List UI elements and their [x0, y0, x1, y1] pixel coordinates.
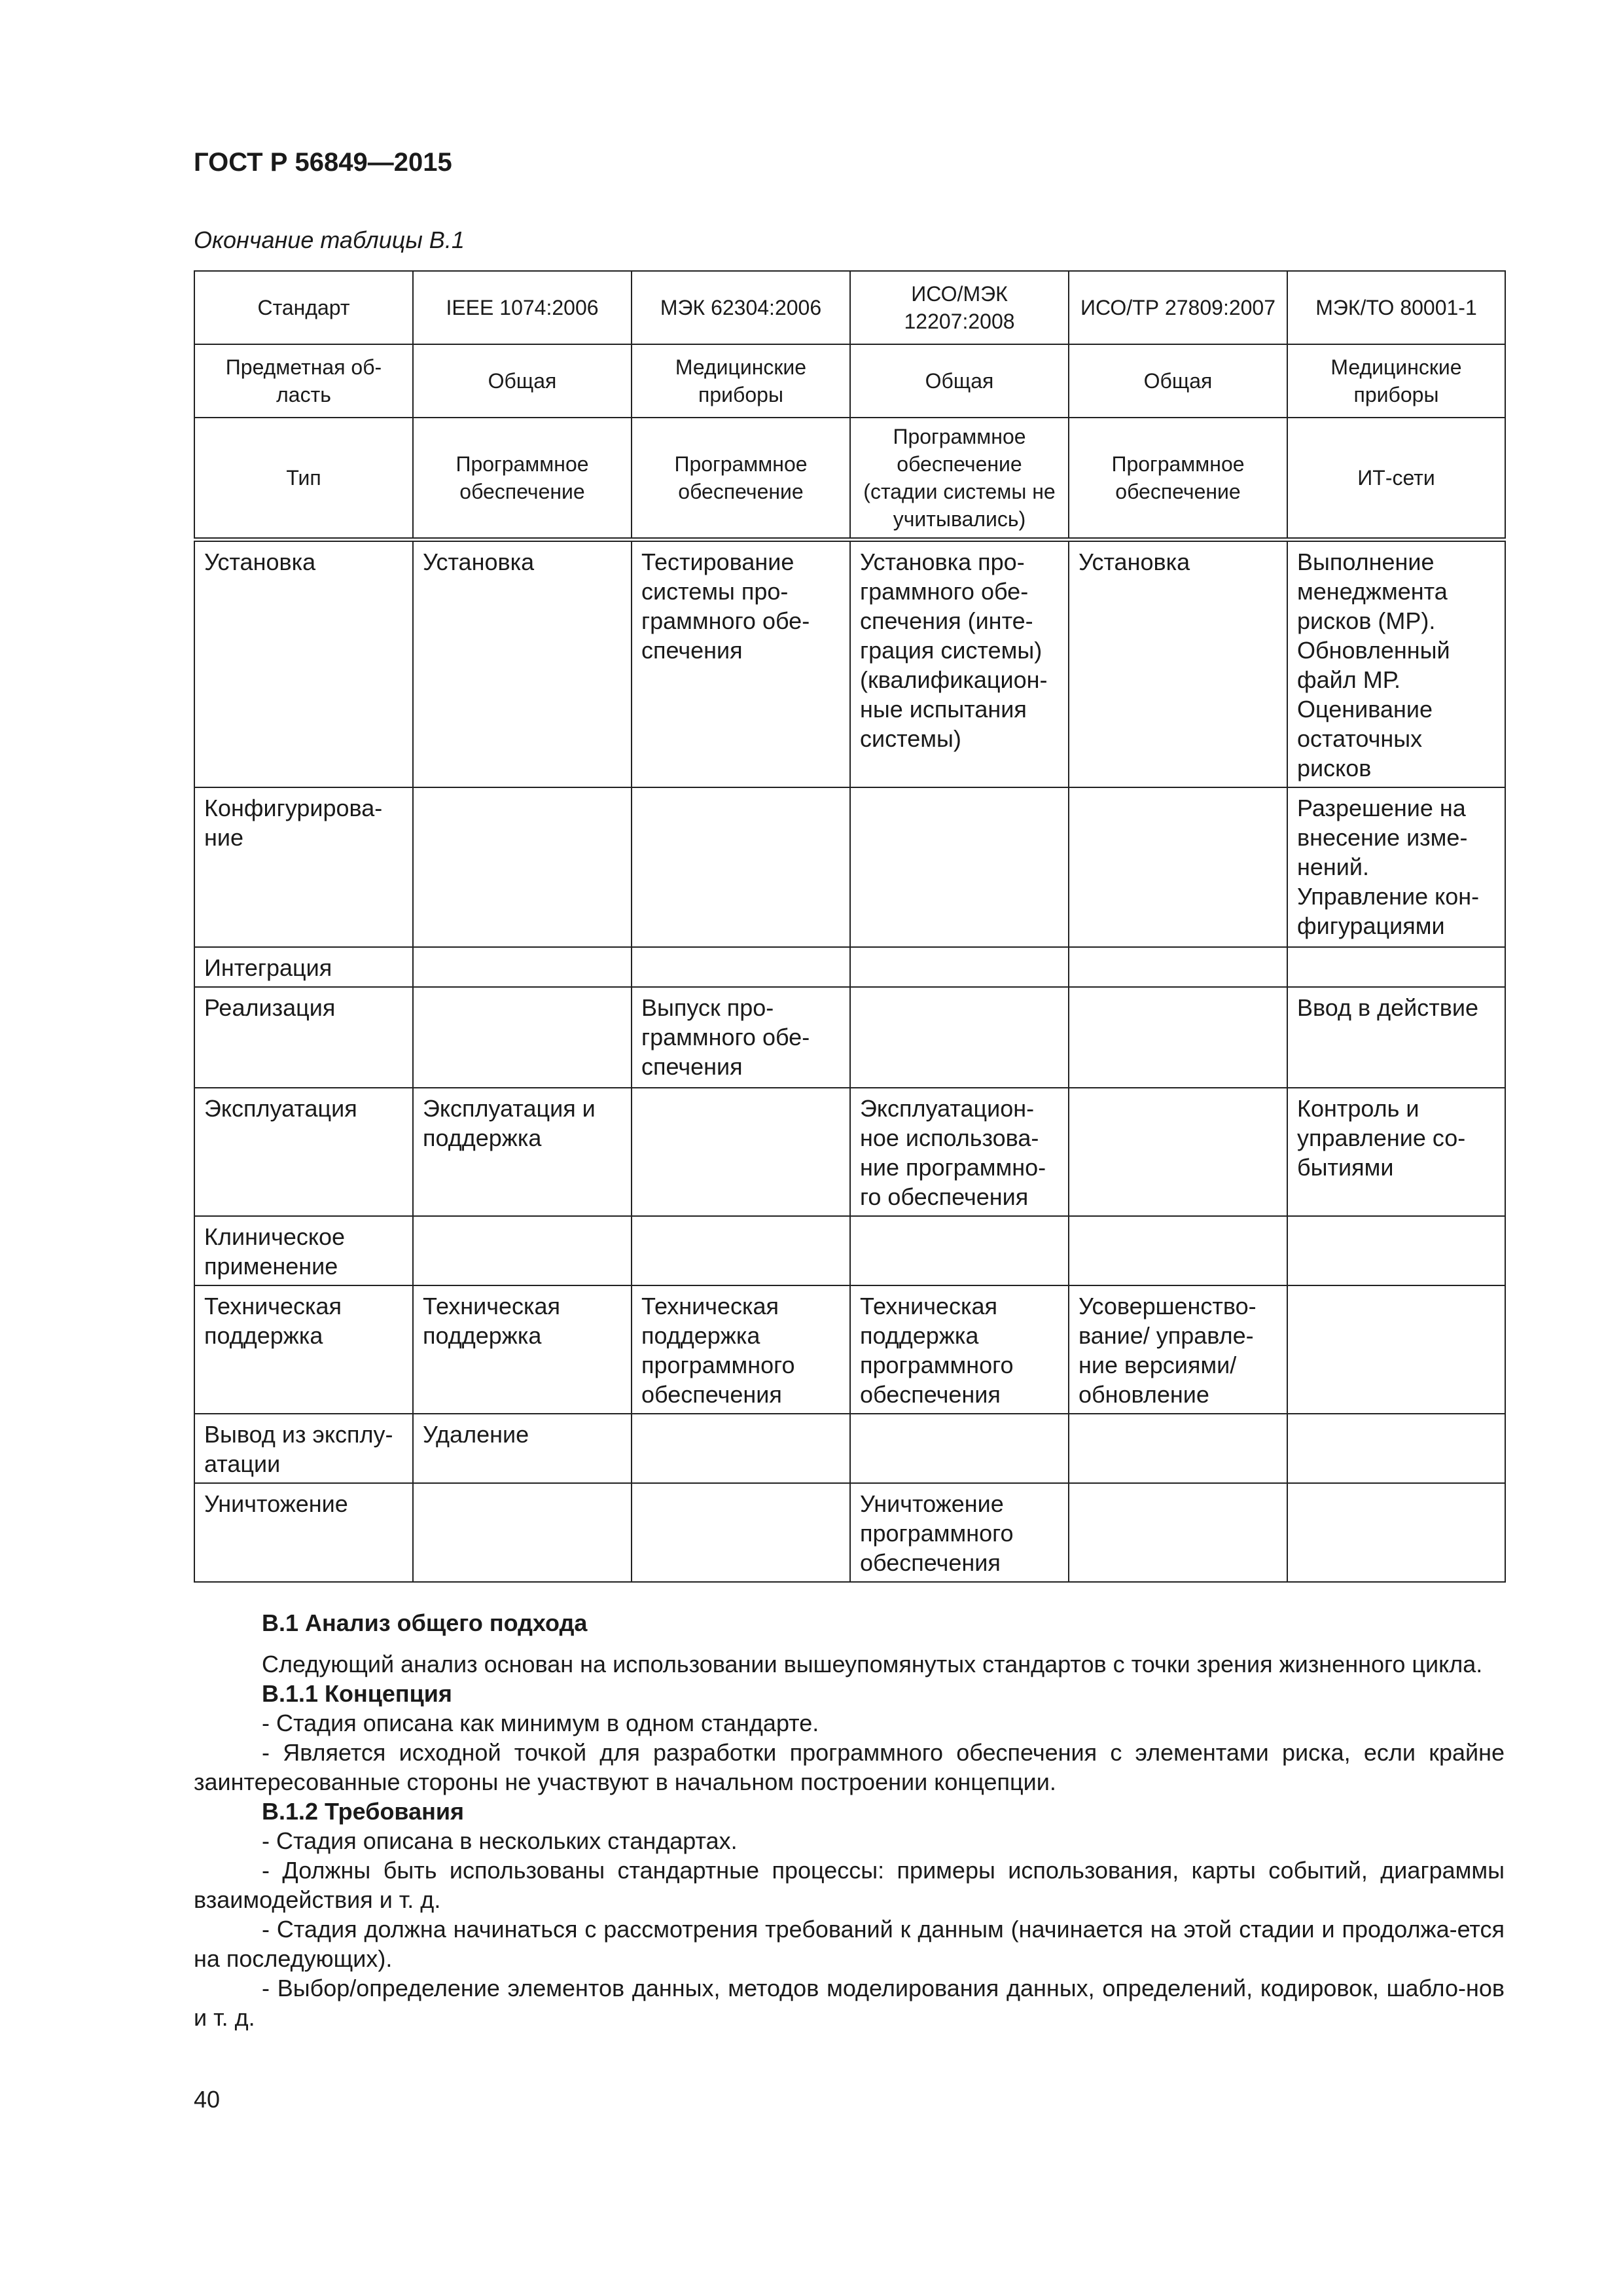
header-row-domain: [194, 344, 1505, 418]
table-cell: Техническая поддержка: [194, 1285, 413, 1414]
table-cell: [632, 787, 850, 947]
table-cell: [1069, 787, 1287, 947]
header-row-standard: [194, 271, 1505, 344]
header-cell: Программное обеспечение (стадии системы не учитывались): [850, 418, 1069, 540]
table-cell: Клиническое применение: [194, 1216, 413, 1285]
table-row: [194, 1483, 1505, 1582]
table-cell: Конфигурирова-ние: [194, 787, 413, 947]
table-row: [194, 987, 1505, 1088]
table-cell: Эксплуатацион-ное использова-ние программно-го обеспечения: [850, 1088, 1069, 1216]
header-cell: Общая: [850, 344, 1069, 418]
table-row: [194, 787, 1505, 947]
table-cell: [1287, 1483, 1505, 1582]
subsection-heading-requirements: В.1.2 Требования: [262, 1798, 464, 1825]
table-cell: [850, 987, 1069, 1088]
table-cell: Техническая поддержка программного обеспечения: [850, 1285, 1069, 1414]
table-cell: [850, 1414, 1069, 1483]
table-caption: Окончание таблицы B.1: [194, 226, 465, 253]
table-cell: [1069, 1483, 1287, 1582]
table-cell: [413, 987, 632, 1088]
table-cell: [1069, 1216, 1287, 1285]
table-cell: Техническая поддержка программного обеспечения: [632, 1285, 850, 1414]
table-cell: Установка: [1069, 540, 1287, 788]
header-cell: Тип: [194, 418, 413, 540]
table-cell: [632, 1088, 850, 1216]
analysis-section: [194, 1608, 1505, 2032]
list-item: - Стадия описана как минимум в одном стандарте.: [262, 1710, 819, 1736]
header-cell: ИСО/ТР 27809:2007: [1069, 271, 1287, 344]
header-cell: Медицинские приборы: [632, 344, 850, 418]
table-cell: [1069, 987, 1287, 1088]
table-cell: Разрешение на внесение изме-нений. Управление кон-фигурациями: [1287, 787, 1505, 947]
table-cell: [1069, 947, 1287, 987]
header-row-type: [194, 418, 1505, 540]
list-item: - Выбор/определение элементов данных, методов моделирования данных, определений, кодировок, шабло-нов и т. д.: [194, 1975, 1505, 2031]
table-cell: Установка про-граммного обе-спечения (инте-грация системы) (квалификацион-ные испытания системы): [850, 540, 1069, 788]
header-cell: IEEE 1074:2006: [413, 271, 632, 344]
page-number: 40: [194, 2086, 221, 2113]
header-cell: Медицинские приборы: [1287, 344, 1505, 418]
table-cell: [632, 947, 850, 987]
header-cell: ИСО/МЭК 12207:2008: [850, 271, 1069, 344]
header-cell: МЭК/ТО 80001-1: [1287, 271, 1505, 344]
table-cell: Уничтожение программного обеспечения: [850, 1483, 1069, 1582]
header-cell: Программное обеспечение: [1069, 418, 1287, 540]
table-cell: Эксплуатация: [194, 1088, 413, 1216]
table-cell: [632, 1414, 850, 1483]
table-cell: Контроль и управление со-бытиями: [1287, 1088, 1505, 1216]
table-cell: Тестирование системы про-граммного обе-спечения: [632, 540, 850, 788]
table-cell: Установка: [194, 540, 413, 788]
header-cell: Предметная об-ласть: [194, 344, 413, 418]
table-cell: [850, 947, 1069, 987]
table-row: [194, 1088, 1505, 1216]
header-cell: Общая: [413, 344, 632, 418]
section-intro: Следующий анализ основан на использовании вышеупомянутых стандартов с точки зрения жизненного цикла.: [262, 1651, 1483, 1677]
table-cell: [1287, 1285, 1505, 1414]
table-cell: Усовершенство-вание/ управле-ние версиями/ обновление: [1069, 1285, 1287, 1414]
table-cell: Интеграция: [194, 947, 413, 987]
header-cell: Общая: [1069, 344, 1287, 418]
table-cell: [632, 1216, 850, 1285]
table-cell: Выполнение менеджмента рисков (МР). Обновленный файл МР. Оценивание остаточных рисков: [1287, 540, 1505, 788]
table-cell: [413, 1483, 632, 1582]
table-cell: Техническая поддержка: [413, 1285, 632, 1414]
table-row: [194, 1414, 1505, 1483]
table-row: [194, 1285, 1505, 1414]
table-cell: [850, 787, 1069, 947]
list-item: - Должны быть использованы стандартные процессы: примеры использования, карты событий, диаграммы взаимодействия и т. д.: [194, 1857, 1505, 1913]
table-cell: [413, 947, 632, 987]
header-cell: Программное обеспечение: [632, 418, 850, 540]
table-cell: [632, 1483, 850, 1582]
table-cell: [1287, 1414, 1505, 1483]
table-cell: Выпуск про-граммного обе-спечения: [632, 987, 850, 1088]
table-cell: [1069, 1414, 1287, 1483]
table-cell: Уничтожение: [194, 1483, 413, 1582]
table-row: [194, 947, 1505, 987]
list-item: - Стадия описана в нескольких стандартах.: [262, 1827, 738, 1854]
header-cell: Стандарт: [194, 271, 413, 344]
list-item: - Является исходной точкой для разработки программного обеспечения с элементами риска, если крайне заинтересованные стороны не участвуют в начальном построении концепции.: [194, 1739, 1505, 1795]
table-cell: [1287, 1216, 1505, 1285]
table-cell: [413, 1216, 632, 1285]
table-cell: [1069, 1088, 1287, 1216]
list-item: - Стадия должна начинаться с рассмотрения требований к данным (начинается на этой стадии и продолжа-ется на последующих).: [194, 1916, 1505, 1972]
section-heading: В.1 Анализ общего подхода: [262, 1609, 588, 1636]
standards-table: [194, 270, 1506, 1583]
table-row: [194, 1216, 1505, 1285]
table-cell: Установка: [413, 540, 632, 788]
header-cell: МЭК 62304:2006: [632, 271, 850, 344]
subsection-heading-concept: В.1.1 Концепция: [262, 1680, 452, 1707]
document-code: ГОСТ Р 56849—2015: [194, 148, 452, 177]
table-cell: Удаление: [413, 1414, 632, 1483]
header-cell: Программное обеспечение: [413, 418, 632, 540]
table-cell: Эксплуатация и поддержка: [413, 1088, 632, 1216]
table-cell: [1287, 947, 1505, 987]
table-cell: [850, 1216, 1069, 1285]
table-cell: Реализация: [194, 987, 413, 1088]
header-cell: ИТ-сети: [1287, 418, 1505, 540]
table-cell: Ввод в действие: [1287, 987, 1505, 1088]
table-cell: [413, 787, 632, 947]
table-cell: Вывод из эксплу-атации: [194, 1414, 413, 1483]
table-row: [194, 540, 1505, 788]
